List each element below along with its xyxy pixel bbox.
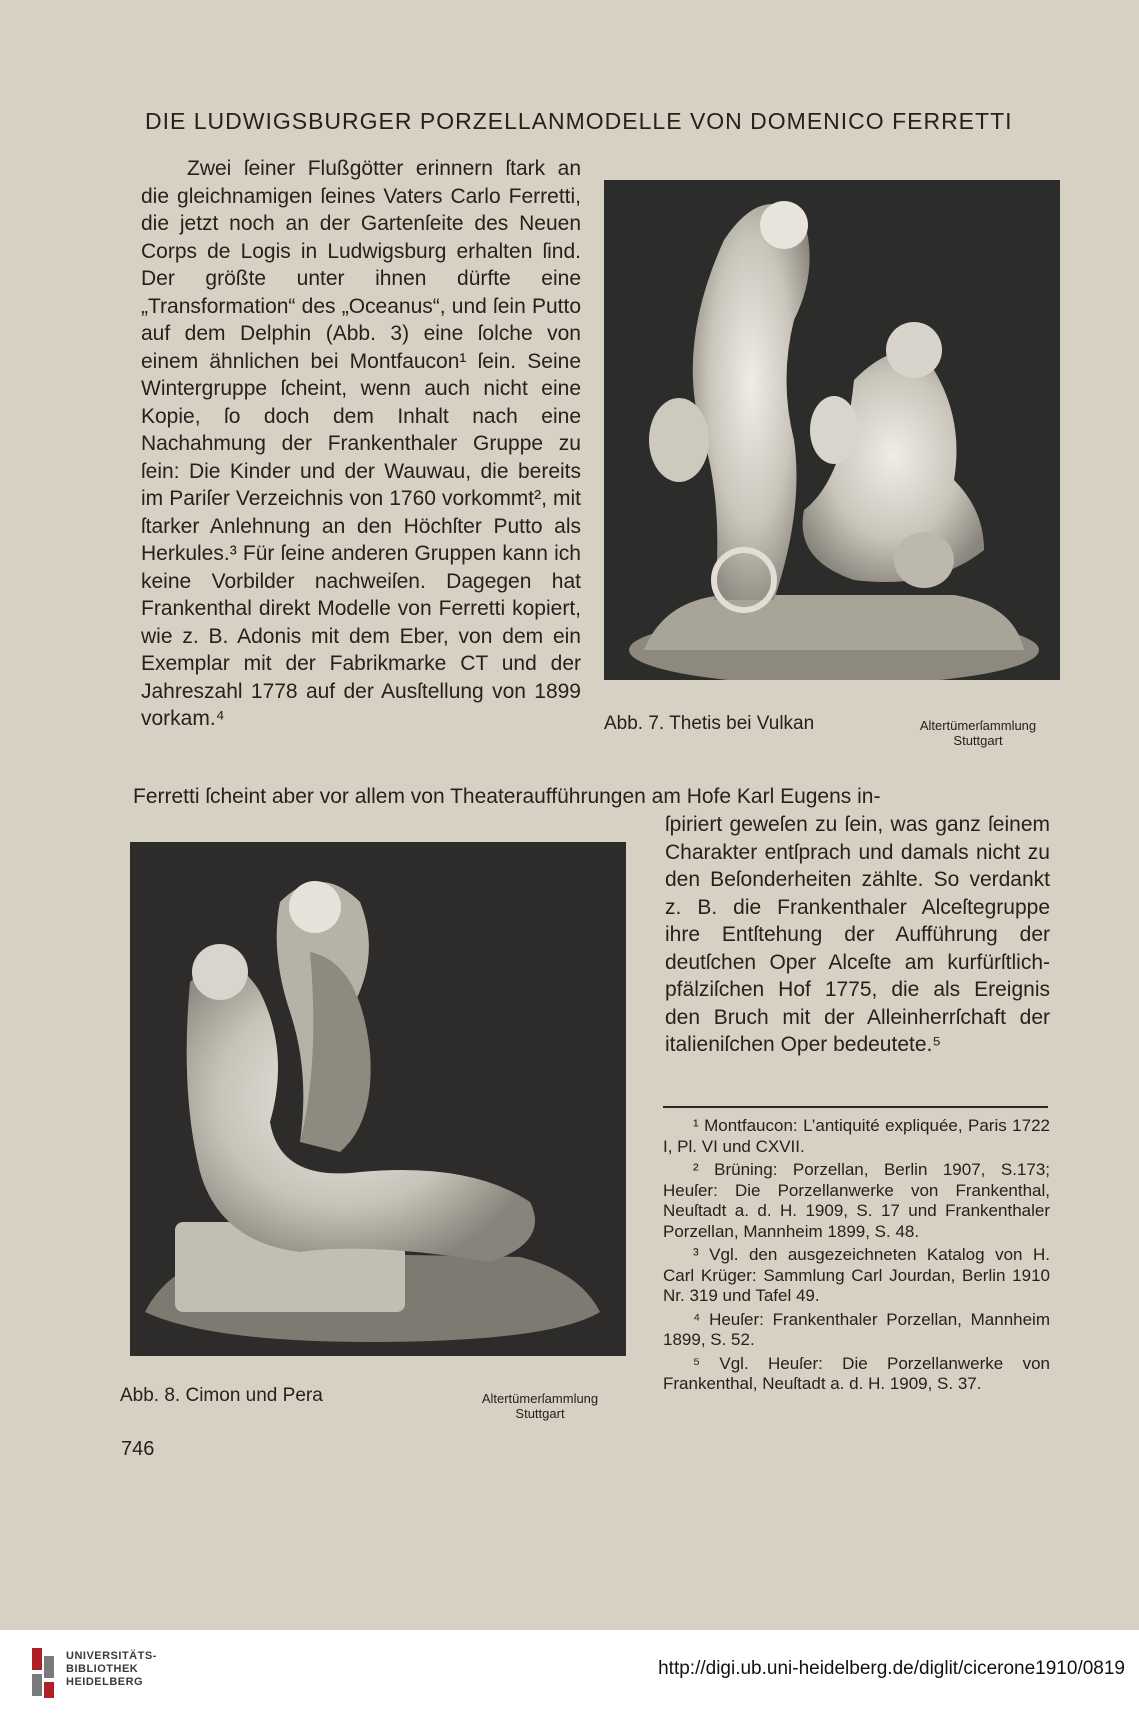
library-logo-icon (28, 1642, 60, 1704)
library-name (66, 1650, 157, 1689)
figure-7-caption: Abb. 7. Thetis bei Vulkan (604, 713, 815, 734)
footnote-4: ⁴ Heuſer: Frankenthaler Porzellan, Mannheim 1899, S. 52. (663, 1309, 1050, 1349)
footnote-3: ³ Vgl. den ausgezeichneten Katalog von H. Carl Krüger: Sammlung Carl Jourdan, Berlin 1910 Nr. 319 und Tafel 49. (663, 1245, 1050, 1305)
figure-7-credit (898, 718, 1058, 748)
body-paragraph-right: ſpiriert geweſen zu ſein, was ganz ſeinem Charakter entſprach und damals nicht zu den Beſonderheiten zählte. So verdankt z. B. die Frankenthaler Alceſtegruppe ihre Entſtehung der Aufführung der deutſchen Oper Alceſte am kurfürſtlich-pfälziſchen Hof 1775, die als Ereignis den Bruch mit der Alleinherrſchaft der italieniſchen Oper bedeutete.⁵ (665, 813, 1050, 1056)
footnote-1: ¹ Montfaucon: L’antiquité expliquée, Paris 1722 I, Pl. VI und CXVII. (663, 1116, 1050, 1156)
footnote-2: ² Brüning: Porzellan, Berlin 1907, S.173; Heuſer: Die Porzellanwerke von Frankenthal, Neuſtadt a. d. H. 1909, S. 17 und Frankenthaler Porzellan, Mannheim 1899, S. 48. (663, 1160, 1050, 1241)
library-name-line1: UNIVERSITÄTS- (66, 1650, 157, 1662)
figure-thetis-bei-vulkan (604, 180, 1060, 680)
library-name-line2: BIBLIOTHEK (66, 1663, 139, 1675)
running-title: DIE LUDWIGSBURGER PORZELLANMODELLE VON DOMENICO FERRETTI (145, 108, 1013, 134)
library-name-line3: HEIDELBERG (66, 1676, 144, 1688)
footnote-5: ⁵ Vgl. Heuſer: Die Porzellanwerke von Frankenthal, Neuſtadt a. d. H. 1909, S. 37. (663, 1353, 1050, 1393)
figure-8-caption: Abb. 8. Cimon und Pera (120, 1385, 323, 1406)
figure-8-credit-line2: Stuttgart (515, 1406, 565, 1421)
porcelain-figure-photo (130, 842, 626, 1356)
page-number: 746 (121, 1438, 155, 1460)
figure-7-credit-line1: Altertümerſammlung (919, 718, 1037, 733)
footnotes (663, 1116, 1050, 1398)
figure-cimon-und-pera (130, 842, 626, 1356)
figure-8-credit (460, 1391, 620, 1421)
right-column-text (665, 811, 1050, 1059)
footer-bar (0, 1630, 1139, 1717)
source-url[interactable]: http://digi.ub.uni-heidelberg.de/diglit/cicerone1910/0819 (658, 1658, 1125, 1679)
porcelain-figure-photo (604, 180, 1060, 680)
body-paragraph-left: Zwei ſeiner Flußgötter erinnern ſtark an die gleichnamigen ſeines Vaters Carlo Ferretti, die jetzt noch an der Gartenſeite des Neuen Corps de Logis in Ludwigsburg erhalten ſind. Der größte unter ihnen dürfte eine „Transformation“ des „Oceanus“, und ſein Putto auf dem Delphin (Abb. 3) eine ſolche von einem ähnlichen bei Montfaucon¹ ſein. Seine Wintergruppe ſcheint, wenn auch nicht eine Kopie, ſo doch dem Inhalt nach eine Nachahmung der Frankenthaler Gruppe zu ſein: Die Kinder und der Wauwau, die bereits im Pariſer Verzeichnis von 1760 vorkommt², mit ſtarker Anlehnung an den Höchſter Putto als Herkules.³ Für ſeine anderen Gruppen kann ich keine Vorbilder nachweiſen. Dagegen hat Frankenthal direkt Modelle von Ferretti kopiert, wie z. B. Adonis mit dem Eber, von dem ein Exemplar mit der Fabrikmarke CT und der Jahreszahl 1778 auf der Ausſtellung von 1899 vorkam.⁴ (141, 157, 581, 730)
full-width-line: Ferretti ſcheint aber vor allem von Theateraufführungen am Hofe Karl Eugens in- (133, 785, 881, 808)
figure-7-credit-line2: Stuttgart (953, 733, 1003, 748)
left-column-text (141, 155, 581, 733)
figure-8-credit-line1: Altertümerſammlung (481, 1391, 599, 1406)
footnote-rule (663, 1106, 1048, 1108)
